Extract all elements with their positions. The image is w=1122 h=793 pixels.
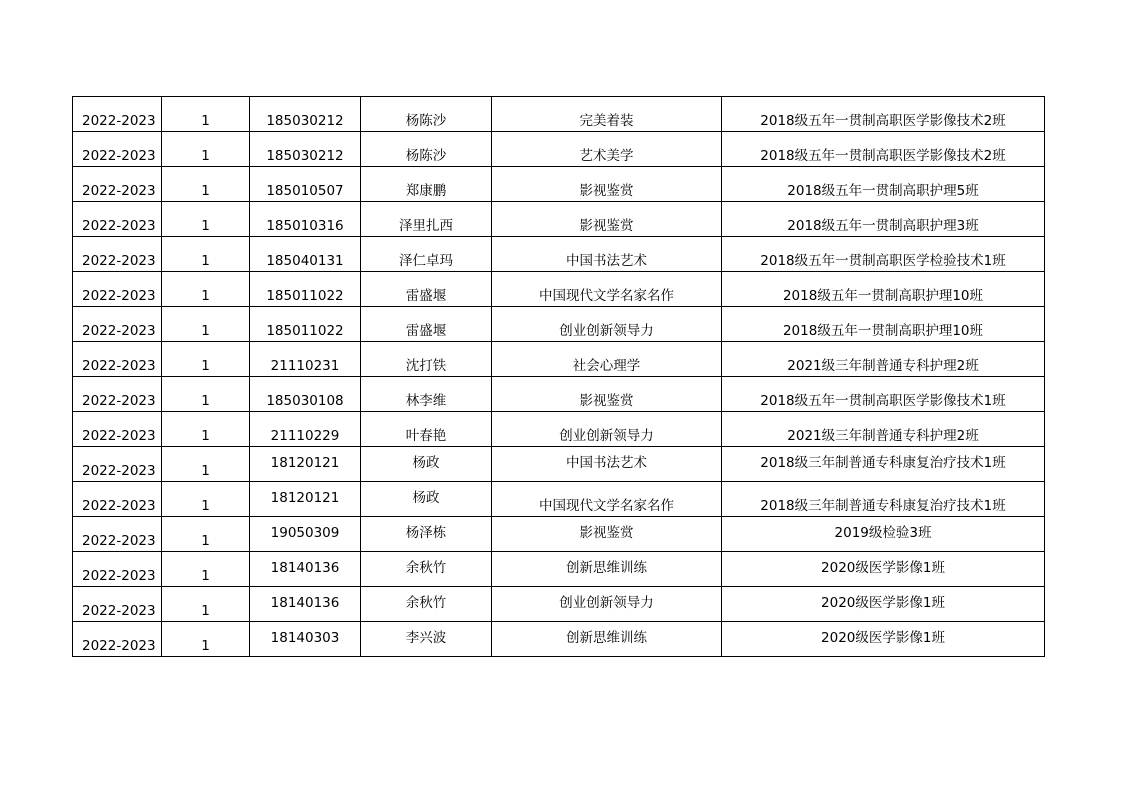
class-cell: 2018级五年一贯制高职医学影像技术2班 (722, 97, 1045, 132)
course-cell: 影视鉴赏 (492, 167, 722, 202)
student-id-cell: 185011022 (250, 272, 361, 307)
course-cell: 艺术美学 (492, 132, 722, 167)
table-row (73, 342, 1045, 377)
school-year-cell: 2022-2023 (73, 132, 162, 167)
table-row (73, 377, 1045, 412)
term-cell: 1 (162, 342, 250, 377)
class-cell: 2018级五年一贯制高职医学检验技术1班 (722, 237, 1045, 272)
term-cell: 1 (162, 482, 250, 517)
table-row (73, 622, 1045, 657)
school-year-cell: 2022-2023 (73, 307, 162, 342)
course-cell: 创业创新领导力 (492, 587, 722, 622)
table-row (73, 132, 1045, 167)
term-cell: 1 (162, 307, 250, 342)
course-cell: 完美着装 (492, 97, 722, 132)
class-cell: 2020级医学影像1班 (722, 552, 1045, 587)
student-id-cell: 18140136 (250, 587, 361, 622)
table-row (73, 307, 1045, 342)
student-id-cell: 185030212 (250, 132, 361, 167)
term-cell: 1 (162, 237, 250, 272)
term-cell: 1 (162, 552, 250, 587)
course-record-table (72, 96, 1045, 657)
student-id-cell: 185040131 (250, 237, 361, 272)
course-cell: 影视鉴赏 (492, 377, 722, 412)
student-name-cell: 杨陈沙 (361, 97, 492, 132)
student-id-cell: 18120121 (250, 447, 361, 482)
course-cell: 影视鉴赏 (492, 202, 722, 237)
student-name-cell: 李兴波 (361, 622, 492, 657)
student-name-cell: 郑康鹏 (361, 167, 492, 202)
course-cell: 中国书法艺术 (492, 447, 722, 482)
term-cell: 1 (162, 517, 250, 552)
student-id-cell: 18120121 (250, 482, 361, 517)
term-cell: 1 (162, 622, 250, 657)
class-cell: 2018级五年一贯制高职医学影像技术1班 (722, 377, 1045, 412)
class-cell: 2018级五年一贯制高职护理10班 (722, 272, 1045, 307)
table-row (73, 517, 1045, 552)
term-cell: 1 (162, 412, 250, 447)
student-id-cell: 21110229 (250, 412, 361, 447)
course-cell: 创业创新领导力 (492, 412, 722, 447)
table-row (73, 412, 1045, 447)
student-id-cell: 185030212 (250, 97, 361, 132)
school-year-cell: 2022-2023 (73, 482, 162, 517)
student-name-cell: 雷盛堰 (361, 307, 492, 342)
school-year-cell: 2022-2023 (73, 202, 162, 237)
student-name-cell: 余秋竹 (361, 552, 492, 587)
student-name-cell: 林李维 (361, 377, 492, 412)
student-id-cell: 18140303 (250, 622, 361, 657)
course-cell: 中国现代文学名家名作 (492, 272, 722, 307)
table-row (73, 202, 1045, 237)
class-cell: 2021级三年制普通专科护理2班 (722, 412, 1045, 447)
class-cell: 2018级三年制普通专科康复治疗技术1班 (722, 447, 1045, 482)
class-cell: 2018级五年一贯制高职护理5班 (722, 167, 1045, 202)
school-year-cell: 2022-2023 (73, 552, 162, 587)
student-id-cell: 21110231 (250, 342, 361, 377)
course-cell: 中国书法艺术 (492, 237, 722, 272)
table-row (73, 482, 1045, 517)
class-cell: 2018级五年一贯制高职医学影像技术2班 (722, 132, 1045, 167)
term-cell: 1 (162, 202, 250, 237)
course-cell: 创新思维训练 (492, 552, 722, 587)
table-row (73, 167, 1045, 202)
school-year-cell: 2022-2023 (73, 237, 162, 272)
student-name-cell: 杨政 (361, 447, 492, 482)
school-year-cell: 2022-2023 (73, 412, 162, 447)
term-cell: 1 (162, 132, 250, 167)
class-cell: 2021级三年制普通专科护理2班 (722, 342, 1045, 377)
table-row (73, 97, 1045, 132)
class-cell: 2018级五年一贯制高职护理10班 (722, 307, 1045, 342)
school-year-cell: 2022-2023 (73, 377, 162, 412)
table-row (73, 272, 1045, 307)
student-id-cell: 19050309 (250, 517, 361, 552)
student-name-cell: 泽里扎西 (361, 202, 492, 237)
table-body (73, 97, 1045, 657)
table-row (73, 237, 1045, 272)
table-row (73, 447, 1045, 482)
student-name-cell: 沈打铁 (361, 342, 492, 377)
course-cell: 社会心理学 (492, 342, 722, 377)
student-name-cell: 叶春艳 (361, 412, 492, 447)
course-cell: 影视鉴赏 (492, 517, 722, 552)
term-cell: 1 (162, 97, 250, 132)
student-id-cell: 185011022 (250, 307, 361, 342)
table-row (73, 552, 1045, 587)
student-name-cell: 杨政 (361, 482, 492, 517)
student-name-cell: 杨泽栋 (361, 517, 492, 552)
course-cell: 创业创新领导力 (492, 307, 722, 342)
table-row (73, 587, 1045, 622)
school-year-cell: 2022-2023 (73, 517, 162, 552)
school-year-cell: 2022-2023 (73, 272, 162, 307)
school-year-cell: 2022-2023 (73, 447, 162, 482)
class-cell: 2019级检验3班 (722, 517, 1045, 552)
term-cell: 1 (162, 272, 250, 307)
student-id-cell: 185030108 (250, 377, 361, 412)
class-cell: 2018级三年制普通专科康复治疗技术1班 (722, 482, 1045, 517)
student-name-cell: 泽仁卓玛 (361, 237, 492, 272)
student-id-cell: 185010316 (250, 202, 361, 237)
school-year-cell: 2022-2023 (73, 342, 162, 377)
student-name-cell: 雷盛堰 (361, 272, 492, 307)
student-name-cell: 余秋竹 (361, 587, 492, 622)
school-year-cell: 2022-2023 (73, 587, 162, 622)
course-cell: 中国现代文学名家名作 (492, 482, 722, 517)
term-cell: 1 (162, 167, 250, 202)
student-id-cell: 185010507 (250, 167, 361, 202)
school-year-cell: 2022-2023 (73, 167, 162, 202)
term-cell: 1 (162, 377, 250, 412)
class-cell: 2020级医学影像1班 (722, 622, 1045, 657)
student-name-cell: 杨陈沙 (361, 132, 492, 167)
student-id-cell: 18140136 (250, 552, 361, 587)
course-cell: 创新思维训练 (492, 622, 722, 657)
school-year-cell: 2022-2023 (73, 622, 162, 657)
class-cell: 2020级医学影像1班 (722, 587, 1045, 622)
term-cell: 1 (162, 587, 250, 622)
school-year-cell: 2022-2023 (73, 97, 162, 132)
class-cell: 2018级五年一贯制高职护理3班 (722, 202, 1045, 237)
term-cell: 1 (162, 447, 250, 482)
